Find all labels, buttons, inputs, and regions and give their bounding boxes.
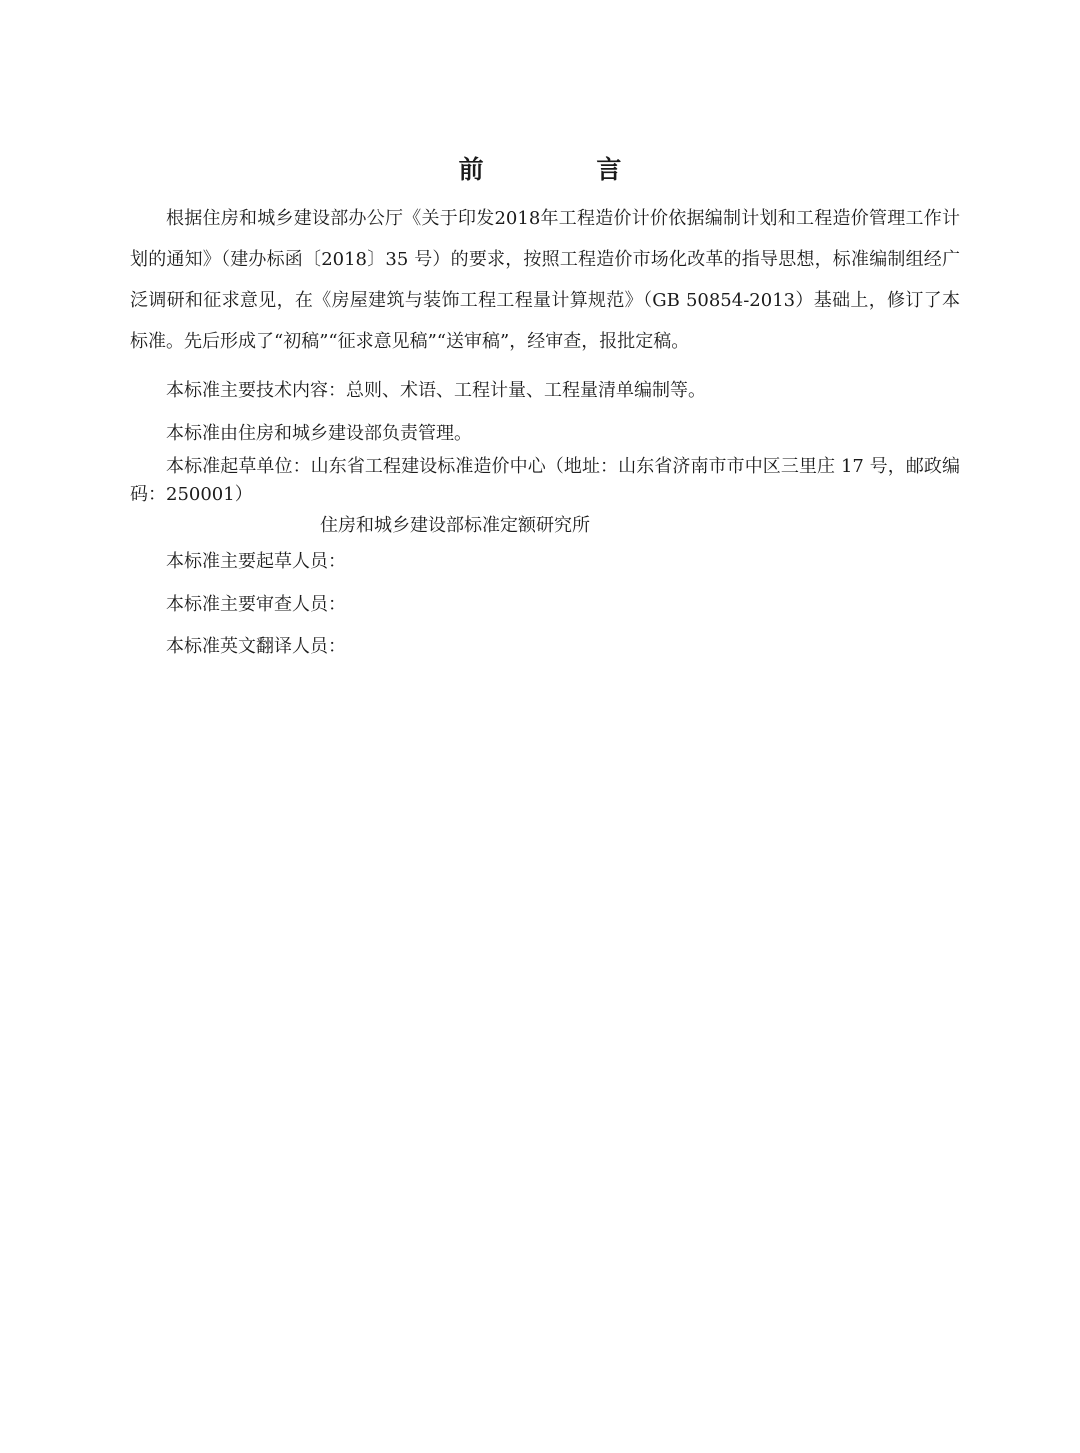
page-title: 前 言 [458, 155, 674, 184]
paragraph-drafting-unit-2: 住房和城乡建设部标准定额研究所 [320, 515, 590, 536]
paragraph-main-reviewers: 本标准主要审查人员： [166, 594, 346, 615]
paragraph-main-drafters: 本标准主要起草人员： [166, 551, 346, 572]
paragraph-main-content: 本标准主要技术内容：总则、术语、工程计量、工程量清单编制等。 [166, 380, 706, 401]
paragraph-management: 本标准由住房和城乡建设部负责管理。 [166, 423, 472, 444]
paragraph-translators: 本标准英文翻译人员： [166, 636, 346, 657]
paragraph-drafting-unit: 本标准起草单位：山东省工程建设标准造价中心（地址：山东省济南市市中区三里庄 17 号，邮政编码：250001） [130, 456, 960, 505]
paragraph-basis: 根据住房和城乡建设部办公厅《关于印发2018年工程造价计价依据编制计划和工程造价管理工作计划的通知》（建办标函〔2018〕35 号）的要求，按照工程造价市场化改革的指导思想，标准编制组经广泛调研和征求意见，在《房屋建筑与装饰工程工程量计算规范》（GB 50854-2013）基础上，修订了本标准。先后形成了“初稿”“征求意见稿”“送审稿”，经审查，报批定稿。 [130, 208, 960, 352]
